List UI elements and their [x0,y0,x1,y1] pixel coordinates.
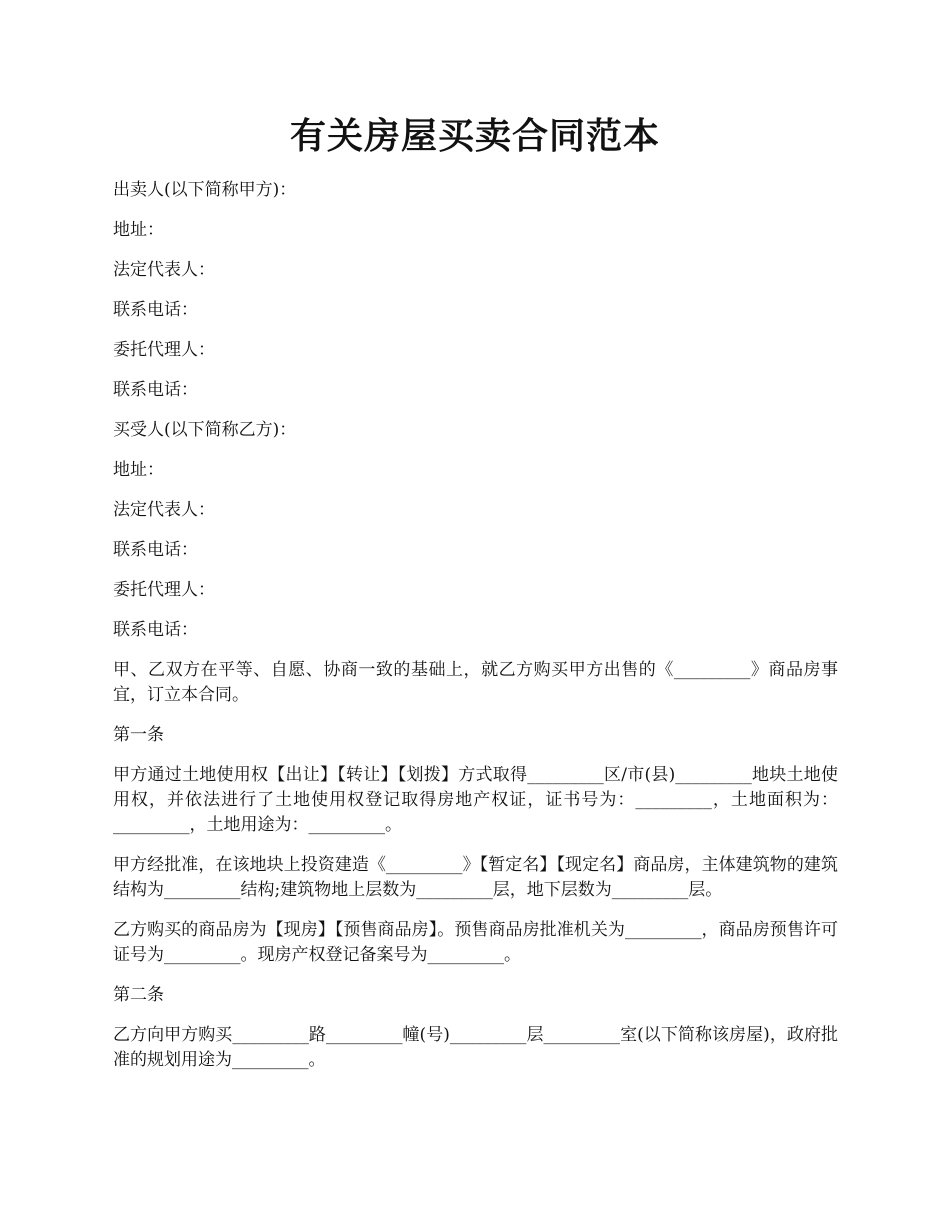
seller-agent: 委托代理人： [113,340,215,360]
buyer-agent-phone: 联系电话： [113,620,198,640]
buyer-address: 地址： [113,460,164,480]
article-1-land-use-paragraph: 甲方通过土地使用权【出让】【转让】【划拨】方式取得_________区/市(县)_________地块土地使用权，并依法进行了土地使用权登记取得房地产权证，证书号为：_________，土地面积为：_________，土地用途为：_________。 [113,765,838,835]
article-2-purchase-paragraph: 乙方向甲方购买_________路_________幢(号)_________层_________室(以下简称该房屋)，政府批准的规划用途为_________。 [113,1025,838,1070]
buyer-legal-representative: 法定代表人： [113,500,215,520]
buyer-phone: 联系电话： [113,540,198,560]
seller-legal-representative: 法定代表人： [113,260,215,280]
seller-address: 地址： [113,220,164,240]
article-1-property-type-paragraph: 乙方购买的商品房为【现房】【预售商品房】。预售商品房批准机关为_________，商品房预售许可证号为_________。现房产权登记备案号为_________。 [113,920,838,965]
document-body [113,178,838,1088]
document-title: 有关房屋买卖合同范本 [289,115,660,157]
article-2-heading: 第二条 [113,985,164,1005]
seller-phone: 联系电话： [113,300,198,320]
buyer-agent: 委托代理人： [113,580,215,600]
seller-label: 出卖人(以下简称甲方)： [113,180,297,200]
contract-preamble: 甲、乙双方在平等、自愿、协商一致的基础上，就乙方购买甲方出售的《_________》商品房事宜，订立本合同。 [113,660,838,705]
article-1-building-paragraph: 甲方经批准，在该地块上投资建造《_________》【暂定名】【现定名】商品房，主体建筑物的建筑结构为_________结构;建筑物地上层数为_________层，地下层数为_________层。 [113,855,838,900]
article-1-heading: 第一条 [113,725,164,745]
buyer-label: 买受人(以下简称乙方)： [113,420,297,440]
seller-agent-phone: 联系电话： [113,380,198,400]
